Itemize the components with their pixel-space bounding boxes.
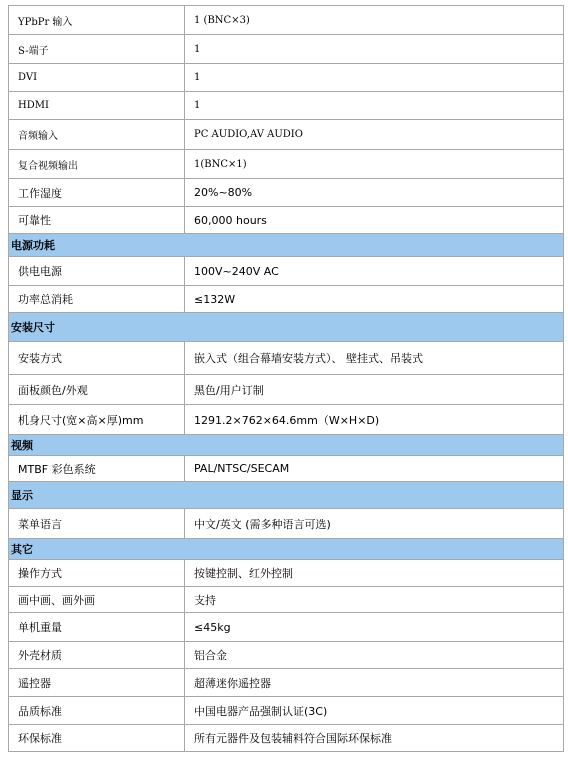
spec-label: 安装方式 [9,342,185,375]
spec-row [9,613,564,642]
spec-row [9,587,564,613]
spec-row [9,257,564,286]
spec-value: 支持 [185,587,564,613]
spec-value: ≤45kg [185,613,564,642]
spec-value: 100V~240V AC [185,257,564,286]
spec-value: PAL/NTSC/SECAM [185,456,564,482]
spec-value: 中文/英文 (需多种语言可选) [185,509,564,539]
spec-label: DVI [9,64,185,92]
spec-row [9,375,564,405]
spec-value: 嵌入式（组合幕墙安装方式）、 壁挂式、吊装式 [185,342,564,375]
spec-row [9,120,564,150]
spec-label: 画中画、画外画 [9,587,185,613]
spec-value: 60,000 hours [185,207,564,234]
spec-row [9,35,564,64]
spec-label: 环保标准 [9,725,185,752]
spec-label: 菜单语言 [9,509,185,539]
spec-label: 功率总消耗 [9,286,185,313]
spec-value: 20%~80% [185,179,564,207]
spec-row [9,725,564,752]
section-header-row [9,435,564,456]
spec-row [9,286,564,313]
section-title: 显示 [9,482,564,509]
spec-row [9,509,564,539]
spec-row [9,560,564,587]
spec-value: 铝合金 [185,642,564,669]
spec-label: 品质标准 [9,697,185,725]
spec-row [9,405,564,435]
spec-value: 1(BNC×1) [185,150,564,179]
spec-value: 1 [185,35,564,64]
spec-row [9,207,564,234]
spec-label: 音频输入 [9,120,185,150]
spec-value: 黑色/用户订制 [185,375,564,405]
spec-row [9,6,564,35]
spec-row [9,179,564,207]
spec-row [9,669,564,697]
section-title: 视频 [9,435,564,456]
spec-value: 中国电器产品强制认证(3C) [185,697,564,725]
spec-label: 可靠性 [9,207,185,234]
spec-row [9,92,564,120]
section-header-row [9,234,564,257]
spec-label: 外壳材质 [9,642,185,669]
spec-label: 单机重量 [9,613,185,642]
spec-value: 1291.2×762×64.6mm（W×H×D) [185,405,564,435]
spec-label: 供电电源 [9,257,185,286]
spec-label: HDMI [9,92,185,120]
section-header-row [9,539,564,560]
spec-label: 遥控器 [9,669,185,697]
spec-row [9,642,564,669]
spec-value: PC AUDIO,AV AUDIO [185,120,564,150]
spec-value: ≤132W [185,286,564,313]
section-title: 安装尺寸 [9,313,564,342]
spec-label: S-端子 [9,35,185,64]
spec-label: 工作湿度 [9,179,185,207]
spec-label: 机身尺寸(宽×高×厚)mm [9,405,185,435]
spec-row [9,150,564,179]
spec-table [8,5,564,752]
spec-value: 1 (BNC×3) [185,6,564,35]
section-title: 其它 [9,539,564,560]
spec-row [9,697,564,725]
spec-row [9,456,564,482]
spec-label: MTBF 彩色系统 [9,456,185,482]
section-header-row [9,313,564,342]
spec-label: 复合视频输出 [9,150,185,179]
spec-row [9,342,564,375]
spec-label: 面板颜色/外观 [9,375,185,405]
section-header-row [9,482,564,509]
spec-value: 超薄迷你遥控器 [185,669,564,697]
spec-label: 操作方式 [9,560,185,587]
spec-row [9,64,564,92]
spec-label: YPbPr 输入 [9,6,185,35]
spec-value: 按键控制、红外控制 [185,560,564,587]
section-title: 电源功耗 [9,234,564,257]
spec-value: 1 [185,92,564,120]
spec-table-body [9,6,564,752]
spec-value: 1 [185,64,564,92]
spec-value: 所有元器件及包装辅料符合国际环保标准 [185,725,564,752]
